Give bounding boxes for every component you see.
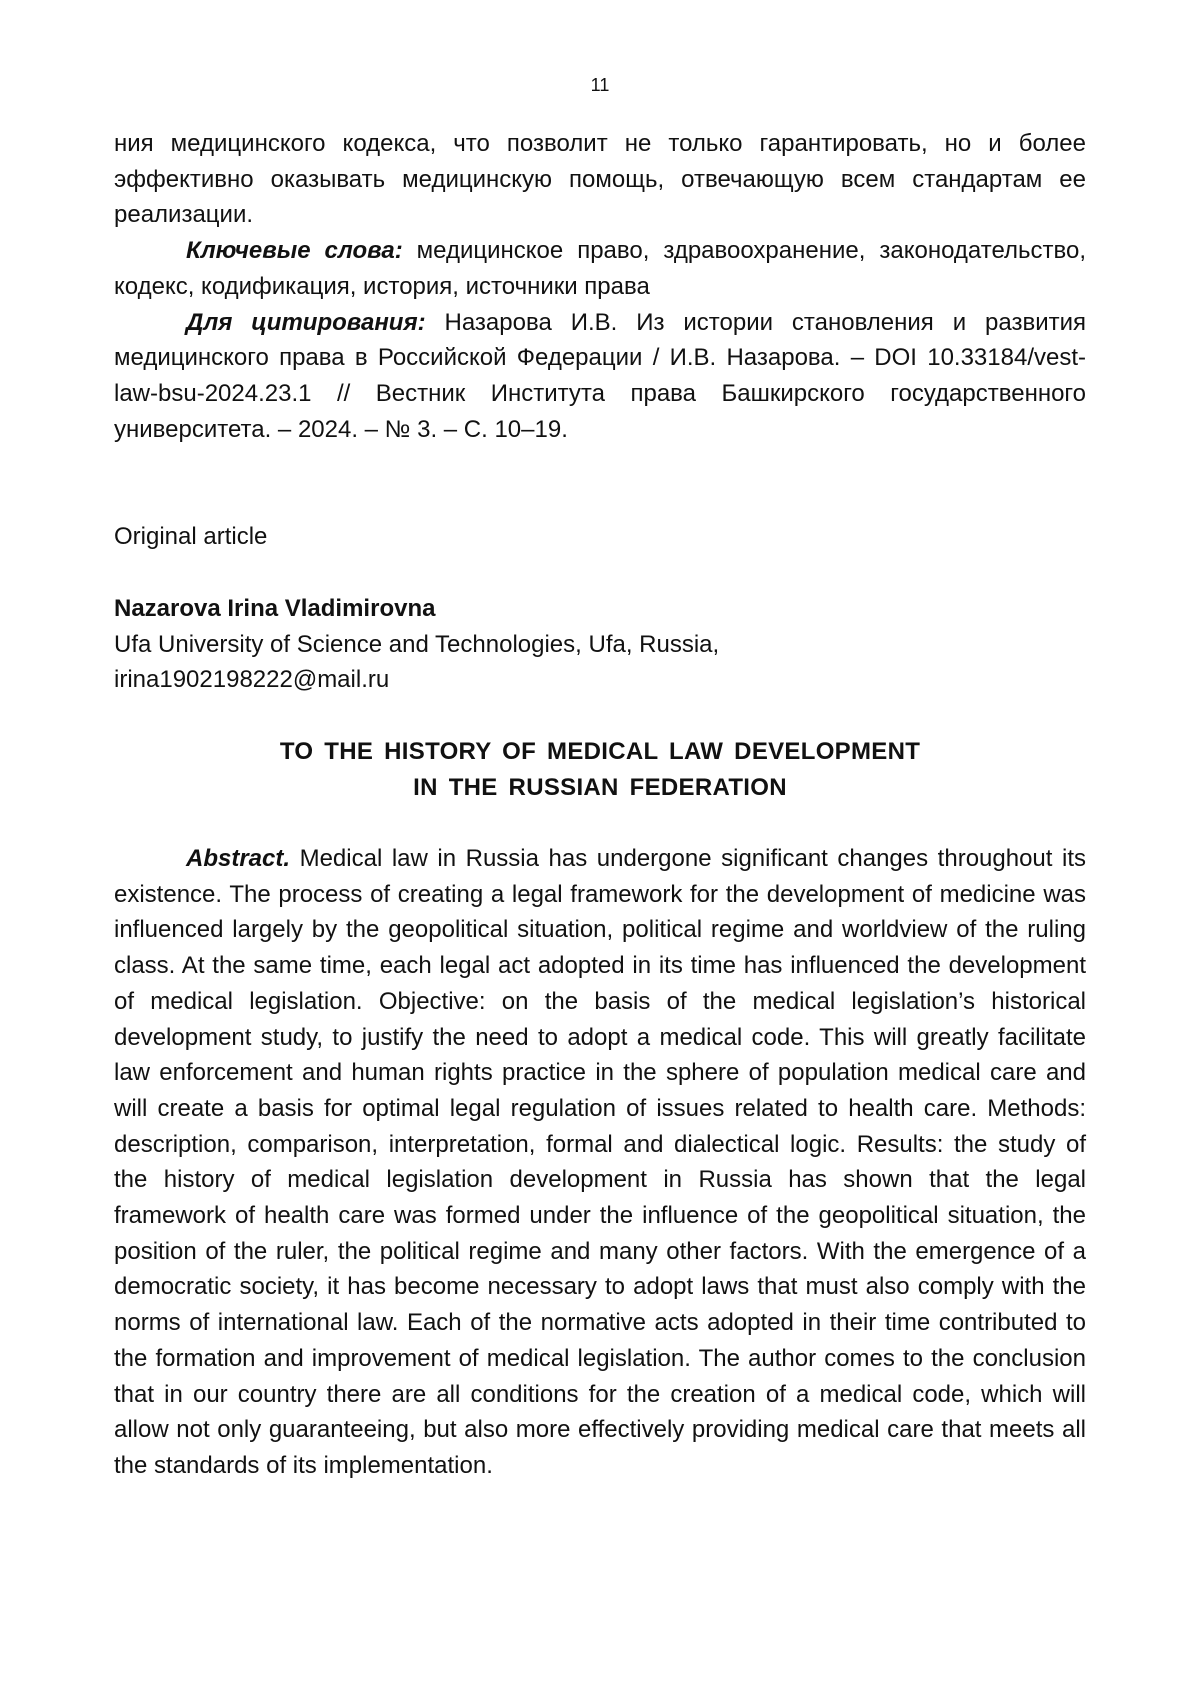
summary-continuation-paragraph: ния медицинского кодекса, что позволит не только гарантировать, но и более эффективно оказывать медицинскую помощь, отвечающую всем стандартам ее реализации. [114, 130, 1086, 229]
article-type: Original article [114, 523, 268, 550]
keywords-label: Ключевые слова: [186, 237, 403, 265]
keywords-text: медицинское право, здравоохранение, законодательство, кодекс, кодификация, история, источники права [114, 237, 1086, 300]
author-block [114, 591, 1086, 698]
abstract-paragraph [114, 841, 1086, 1484]
page-number: 11 [590, 75, 610, 95]
abstract-block [114, 841, 1086, 1484]
abstract-text: Medical law in Russia has undergone significant changes throughout its existence. The process of creating a legal framework for the development of medicine was influenced largely by the geopolitical situation, political regime and worldview of the ruling class. At the same time, each legal act adopted in its time has influenced the development of medical legislation. Objective: on the basis of the medical legislation’s historical development study, to justify the need to adopt a medical code. This will greatly facilitate law enforcement and human rights practice in the sphere of population medical care and will create a basis for optimal legal regulation of issues related to health care. Methods: description, comparison, interpretation, formal and dialectical logic. Results: the study of the history of medical legislation development in Russia has shown that the legal framework of health care was formed under the influence of the geopolitical situation, the position of the ruler, the political regime and many other factors. With the emergence of a democratic society, it has become necessary to adopt laws that must also comply with the norms of international law. Each of the normative acts adopted in their time contributed to the formation and improvement of medical legislation. The author comes to the conclusion that in our country there are all conditions for the creation of a medical code, which will allow not only guaranteeing, but also more effectively providing medical care that meets all the standards of its implementation. [114, 845, 1086, 1479]
citation-text: Назарова И.В. Из истории становления и развития медицинского права в Российской Федерации / И.В. Назарова. – DOI 10.33184/vest-law-bsu-2024.23.1 // Вестник Института права Башкирского государственного университета. – 2024. – № 3. – С. 10–19. [114, 308, 1087, 443]
russian-summary-continuation [114, 126, 1086, 447]
article-title-line-2: IN THE RUSSIAN FEDERATION [413, 773, 787, 801]
keywords-paragraph [114, 233, 1086, 304]
author-name: Nazarova Irina Vladimirovna [114, 595, 436, 622]
article-title [114, 734, 1086, 805]
author-affiliation: Ufa University of Science and Technologies, Ufa, Russia, [114, 630, 720, 658]
article-title-line-1: TO THE HISTORY OF MEDICAL LAW DEVELOPMENT [279, 738, 921, 765]
abstract-label: Abstract. [186, 845, 291, 872]
author-email: irina1902198222@mail.ru [114, 666, 390, 694]
citation-label: Для цитирования: [186, 308, 426, 336]
citation-paragraph [114, 305, 1086, 448]
